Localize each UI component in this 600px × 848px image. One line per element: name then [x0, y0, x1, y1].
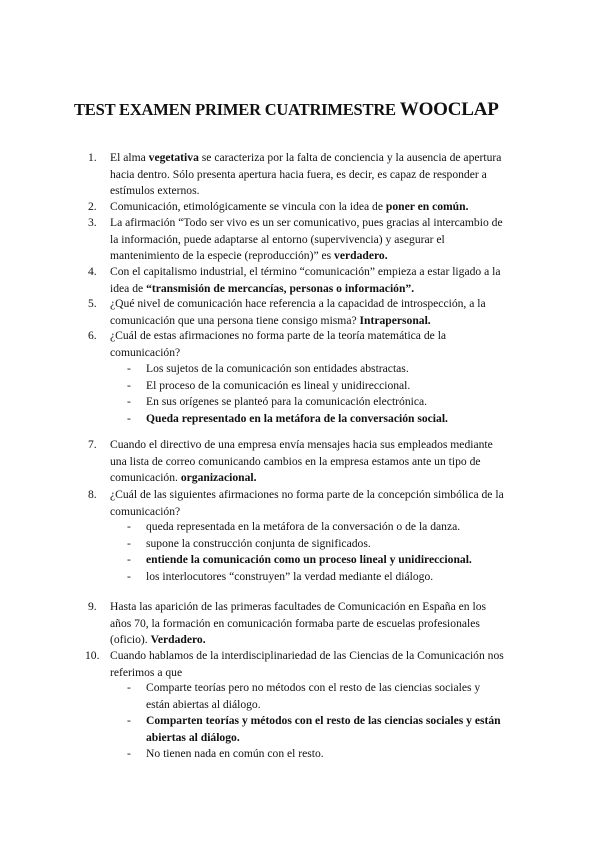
option-text: Comparte teorías pero no métodos con el resto de las ciencias sociales y están abiertas al diálogo. — [146, 681, 481, 711]
answer-text: vegetativa — [148, 151, 199, 164]
correct-option-text: entiende la comunicación como un proceso lineal y unidireccional. — [146, 553, 472, 567]
correct-option-text: Comparten teorías y métodos con el resto de las ciencias sociales y están abiertas al diálogo. — [146, 714, 501, 744]
question-number: 5. — [88, 297, 97, 310]
option-item — [124, 552, 506, 569]
page-title — [74, 99, 499, 121]
question-number: 7. — [88, 438, 97, 451]
question-number: 8. — [88, 488, 97, 501]
question-2 — [90, 199, 506, 216]
dash-bullet: - — [127, 395, 131, 409]
option-text: En sus orígenes se planteó para la comunicación electrónica. — [146, 395, 428, 409]
question-number: 1. — [88, 151, 97, 164]
question-3 — [90, 215, 506, 265]
option-text: supone la construcción conjunta de significados. — [146, 536, 371, 550]
question-6 — [90, 328, 506, 361]
question-text: Cuando hablamos de la interdisciplinariedad de las Ciencias de la Comunicación nos referimos a que — [110, 649, 504, 679]
question-number: 4. — [88, 265, 97, 278]
answer-text: poner en común. — [385, 200, 469, 213]
question-text: El alma vegetativa se caracteriza por la falta de conciencia y la ausencia de apertura hacia dentro. Sólo presenta apertura hacia fuera, es decir, es capaz de responder a estímulos externos. — [110, 151, 502, 198]
question-text: ¿Qué nivel de comunicación hace referencia a la capacidad de introspección, a la comunicación que una persona tiene consigo misma? Intrapersonal. — [110, 297, 486, 327]
question-10 — [85, 648, 506, 681]
question-text: ¿Cuál de las siguientes afirmaciones no forma parte de la concepción simbólica de la comunicación? — [110, 488, 504, 518]
option-item — [124, 394, 506, 411]
option-item — [124, 680, 506, 713]
option-text: Los sujetos de la comunicación son entidades abstractas. — [146, 362, 409, 375]
options-list-q6 — [124, 361, 506, 427]
question-4 — [90, 264, 506, 297]
answer-text: Verdadero. — [150, 633, 206, 647]
answer-text: organizacional. — [180, 471, 257, 485]
dash-bullet: - — [127, 362, 131, 375]
question-text: La afirmación “Todo ser vivo es un ser comunicativo, pues gracias al intercambio de la información, puede adaptarse al entorno (supervivencia) y asegurar el mantenimiento de la especie (reproducción)” es verdadero. — [110, 216, 503, 263]
option-text: queda representada en la metáfora de la conversación o de la danza. — [146, 520, 461, 533]
option-item — [124, 746, 506, 763]
dash-bullet: - — [127, 536, 131, 550]
option-item — [124, 361, 506, 378]
question-number: 10. — [85, 649, 100, 662]
option-item — [124, 411, 506, 428]
question-1 — [90, 150, 506, 200]
answer-text: Intrapersonal. — [359, 313, 431, 327]
dash-bullet: - — [127, 569, 131, 583]
option-text: los interlocutores “construyen” la verdad mediante el diálogo. — [146, 569, 434, 583]
option-item — [124, 536, 506, 553]
question-number: 6. — [88, 329, 97, 342]
question-text: Hasta las aparición de las primeras facultades de Comunicación en España en los años 70, la formación en comunicación formaba parte de escuelas profesionales (oficio). Verdadero. — [110, 600, 487, 647]
question-text: Comunicación, etimológicamente se vincula con la idea de poner en común. — [110, 200, 469, 213]
title-brand: WOOCLAP — [399, 99, 499, 120]
question-number: 3. — [88, 216, 97, 229]
answer-text: verdadero. — [334, 249, 388, 263]
dash-bullet: - — [127, 714, 131, 728]
dash-bullet: - — [127, 747, 131, 761]
dash-bullet: - — [127, 553, 131, 567]
dash-bullet: - — [127, 411, 131, 425]
dash-bullet: - — [127, 681, 131, 694]
question-7 — [90, 437, 506, 487]
question-text: ¿Cuál de estas afirmaciones no forma parte de la teoría matemática de la comunicación? — [110, 329, 447, 359]
question-9 — [90, 599, 506, 649]
dash-bullet: - — [127, 378, 131, 392]
dash-bullet: - — [127, 520, 131, 533]
option-item — [124, 519, 506, 536]
options-list-q10 — [124, 680, 506, 763]
option-item — [124, 569, 506, 586]
question-text: Con el capitalismo industrial, el término “comunicación” empieza a estar ligado a la idea de “transmisión de mercancías, personas o información”. — [110, 265, 501, 295]
option-text: El proceso de la comunicación es lineal y unidireccional. — [146, 378, 411, 392]
option-item — [124, 378, 506, 395]
options-list-q8 — [124, 519, 506, 585]
question-text: Cuando el directivo de una empresa envía mensajes hacia sus empleados mediante una lista de correo comunicando cambios en la empresa estamos ante un tipo de comunicación. organizacional. — [110, 438, 493, 485]
question-8 — [90, 487, 506, 520]
question-number: 9. — [88, 600, 97, 613]
option-text: No tienen nada en común con el resto. — [146, 747, 324, 761]
answer-text: “transmisión de mercancías, personas o información”. — [146, 281, 415, 295]
option-item — [124, 713, 506, 746]
question-number: 2. — [88, 200, 97, 213]
correct-option-text: Queda representado en la metáfora de la conversación social. — [146, 411, 448, 425]
question-5 — [90, 296, 506, 329]
title-text: TEST EXAMEN PRIMER CUATRIMESTRE — [74, 100, 396, 119]
